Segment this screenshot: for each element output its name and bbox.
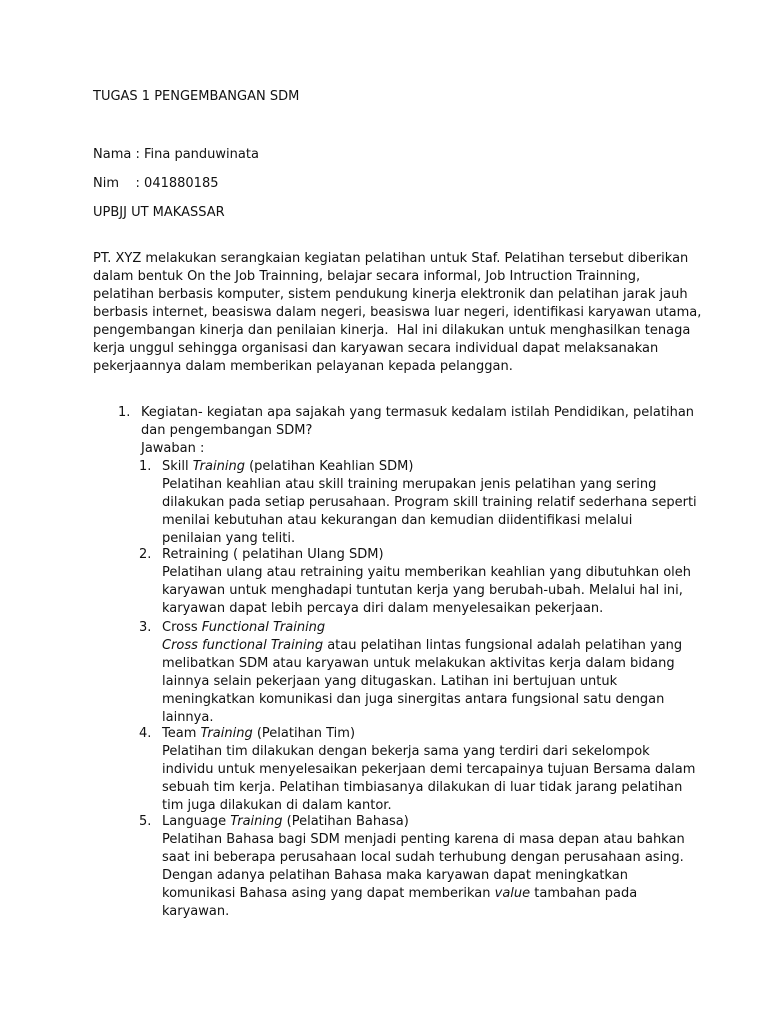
student-name: Nama : Fina panduwinata — [93, 147, 259, 162]
item-title: Retraining ( pelatihan Ulang SDM) — [162, 547, 384, 562]
upbjj-label: UPBJJ UT MAKASSAR — [93, 205, 225, 220]
item-body-line: meningkatkan komunikasi dan juga sinergitas antara fungsional satu dengan — [162, 692, 665, 707]
intro-line: berbasis internet, beasiswa dalam negeri, beasiswa luar negeri, identifikasi karyawan utama, — [93, 305, 702, 320]
item-body-line: menilai kebutuhan atau kekurangan dan kemudian diidentifikasi melalui — [162, 513, 633, 528]
item-body-line: Pelatihan ulang atau retraining yaitu memberikan keahlian yang dibutuhkan oleh — [162, 565, 692, 580]
item-number: 3. — [139, 620, 152, 635]
list-item-skill-training — [162, 458, 697, 548]
intro-line: pengembangan kinerja dan penilaian kinerja. Hal ini dilakukan untuk menghasilkan tenaga — [93, 323, 691, 338]
item-body-line: karyawan dapat lebih percaya diri dalam menyelesaikan pekerjaan. — [162, 601, 604, 616]
item-body-line: individu untuk menyelesaikan pekerjaan demi tercapainya tujuan Bersama dalam — [162, 762, 696, 777]
item-body-line: komunikasi Bahasa asing yang dapat memberikan value tambahan pada — [162, 886, 638, 901]
item-number: 4. — [139, 726, 152, 741]
item-title: Team Training (Pelatihan Tim) — [162, 726, 356, 741]
item-body-line: karyawan untuk menghadapi tuntutan kerja yang berubah-ubah. Melalui hal ini, — [162, 583, 683, 598]
item-number: 1. — [139, 459, 152, 474]
intro-line: pelatihan berbasis komputer, sistem pendukung kinerja elektronik dan pelatihan jarak jauh — [93, 287, 688, 302]
intro-paragraph — [93, 250, 701, 376]
question-line: dan pengembangan SDM? — [141, 423, 313, 438]
item-body-line: sebuah tim kerja. Pelatihan timbiasanya dilakukan di luar tidak jarang pelatihan — [162, 780, 683, 795]
document-title: TUGAS 1 PENGEMBANGAN SDM — [93, 89, 300, 104]
item-body-line: karyawan. — [162, 904, 230, 919]
intro-line: dalam bentuk On the Job Trainning, belajar secara informal, Job Intruction Trainning, — [93, 269, 641, 284]
question-number: 1. — [118, 405, 131, 420]
intro-line: pekerjaannya dalam memberikan pelayanan kepada pelanggan. — [93, 359, 513, 374]
intro-line: kerja unggul sehingga organisasi dan karyawan secara individual dapat melaksanakan — [93, 341, 659, 356]
item-body-line: Cross functional Training atau pelatihan lintas fungsional adalah pelatihan yang — [162, 638, 683, 653]
item-number: 2. — [139, 547, 152, 562]
item-body-line: Pelatihan tim dilakukan dengan bekerja sama yang terdiri dari sekelompok — [162, 744, 650, 759]
item-body-line: dilakukan pada setiap perusahaan. Program skill training relatif sederhana seperti — [162, 495, 697, 510]
question-line: Kegiatan- kegiatan apa sajakah yang termasuk kedalam istilah Pendidikan, pelatihan — [141, 405, 695, 420]
item-body-line: saat ini beberapa perusahaan local sudah terhubung dengan perusahaan asing. — [162, 850, 684, 865]
item-body-line: melibatkan SDM atau karyawan untuk melakukan aktivitas kerja dalam bidang — [162, 656, 675, 671]
item-body-line: Pelatihan Bahasa bagi SDM menjadi penting karena di masa depan atau bahkan — [162, 832, 685, 847]
list-item-language-training — [162, 813, 685, 921]
intro-line: PT. XYZ melakukan serangkaian kegiatan pelatihan untuk Staf. Pelatihan tersebut diberikan — [93, 251, 689, 266]
list-item-retraining — [162, 546, 691, 618]
list-item-cross-functional — [162, 619, 682, 727]
item-title: Cross Functional Training — [162, 620, 326, 635]
item-body-line: Dengan adanya pelatihan Bahasa maka karyawan dapat meningkatkan — [162, 868, 628, 883]
item-body-line: lainnya selain pekerjaan yang ditugaskan. Latihan ini bertujuan untuk — [162, 674, 618, 689]
list-item-team-training — [162, 725, 695, 815]
item-body-line: penilaian yang teliti. — [162, 531, 296, 546]
student-nim: Nim : 041880185 — [93, 176, 219, 191]
item-title: Language Training (Pelatihan Bahasa) — [162, 814, 409, 829]
question-block — [141, 404, 694, 458]
item-body-line: tim juga dilakukan di dalam kantor. — [162, 798, 392, 813]
item-body-line: lainnya. — [162, 710, 214, 725]
item-body-line: Pelatihan keahlian atau skill training merupakan jenis pelatihan yang sering — [162, 477, 657, 492]
answer-label: Jawaban : — [141, 441, 205, 456]
item-number: 5. — [139, 814, 152, 829]
item-title: Skill Training (pelatihan Keahlian SDM) — [162, 459, 414, 474]
